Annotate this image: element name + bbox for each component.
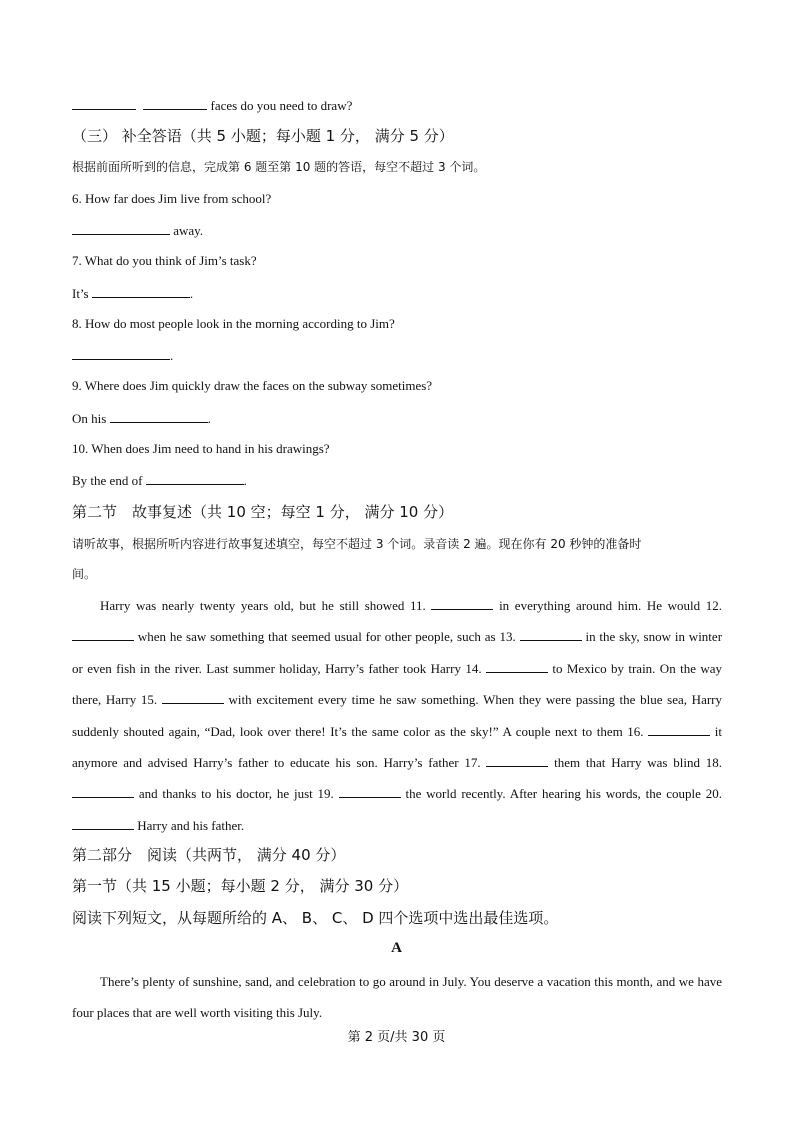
answer-blank[interactable] bbox=[110, 409, 208, 423]
story-text: with excitement every time he saw something. When they were passing the blue sea, Harry suddenly shouted again, “Dad, look over there! It’s the same color as the sky!” A couple next to them 16. bbox=[72, 692, 723, 739]
answer-blank[interactable] bbox=[72, 346, 170, 360]
answer-prefix: It’s bbox=[72, 286, 92, 301]
story-text: Harry was nearly twenty years old, but he still showed 11. bbox=[100, 598, 426, 613]
blank-18[interactable] bbox=[72, 784, 134, 798]
answer-line-10 bbox=[72, 471, 721, 490]
reading-instruction: 阅读下列短文，从每题所给的 A、 B、 C、 D 四个选项中选出最佳选项。 bbox=[72, 909, 559, 927]
answer-suffix: . bbox=[170, 348, 174, 363]
answer-line-7 bbox=[72, 284, 721, 303]
answer-blank[interactable] bbox=[72, 96, 136, 110]
question-9: 9. Where does Jim quickly draw the faces on the subway sometimes? bbox=[72, 378, 433, 393]
answer-prefix: By the end of bbox=[72, 473, 146, 488]
question-7: 7. What do you think of Jim’s task? bbox=[72, 253, 257, 268]
answer-line-6 bbox=[72, 221, 721, 240]
story-text: and thanks to his doctor, he just 19. bbox=[138, 786, 334, 802]
story-text: in everything around him. He would 12. bbox=[499, 598, 722, 613]
blank-12[interactable] bbox=[72, 627, 134, 641]
answer-suffix: . bbox=[207, 411, 211, 426]
reading-part-heading: 第二部分 阅读（共两节， 满分 40 分） bbox=[72, 846, 346, 864]
answer-suffix: away. bbox=[170, 223, 204, 238]
answer-line-8 bbox=[72, 346, 721, 365]
answer-suffix: . bbox=[243, 473, 247, 488]
answer-prefix: On his bbox=[72, 411, 110, 426]
story-text: it anymore and advised Harry’s father to educate his son. Harry’s father 17. bbox=[72, 723, 723, 771]
blank-15[interactable] bbox=[162, 690, 224, 704]
page-footer: 第 2 页/共 30 页 bbox=[347, 1030, 446, 1045]
section3-instruction: 根据前面所听到的信息，完成第 6 题至第 10 题的答语，每空不超过 3 个词。 bbox=[72, 160, 486, 174]
story-text: when he saw something that seemed usual for other people, such as 13. bbox=[137, 629, 516, 645]
blank-19[interactable] bbox=[339, 784, 401, 798]
story-paragraph bbox=[72, 590, 722, 841]
story-text: to Mexico by train. On the way there, Harry 15. bbox=[72, 660, 723, 708]
answer-blank[interactable] bbox=[143, 96, 207, 110]
question-10: 10. When does Jim need to hand in his drawings? bbox=[72, 441, 330, 456]
passage-letter: A bbox=[391, 940, 402, 956]
blank-13[interactable] bbox=[520, 627, 582, 641]
passage-paragraph bbox=[72, 966, 722, 1029]
blank-11[interactable] bbox=[431, 596, 493, 610]
story-text: Harry and his father. bbox=[137, 817, 245, 833]
story-text: them that Harry was blind 18. bbox=[554, 755, 723, 771]
answer-blank[interactable] bbox=[92, 284, 190, 298]
question-8: 8. How do most people look in the morning according to Jim? bbox=[72, 316, 395, 331]
question-6: 6. How far does Jim live from school? bbox=[72, 191, 272, 206]
passage-text: There’s plenty of sunshine, sand, and celebration to go around in July. You deserve a vacation this month, and we have four places that are well worth visiting this July. bbox=[72, 974, 722, 1021]
story-instruction-line2: 间。 bbox=[72, 567, 97, 581]
section3-heading: （三） 补全答语（共 5 小题；每小题 1 分， 满分 5 分） bbox=[72, 127, 454, 145]
story-retell-heading: 第二节 故事复述（共 10 空；每空 1 分， 满分 10 分） bbox=[72, 503, 454, 521]
story-text: in the sky, snow in winter or even fish in the river. Last summer holiday, Harry’s father took Harry 14. bbox=[72, 629, 723, 676]
answer-line-9 bbox=[72, 409, 721, 428]
blank-16[interactable] bbox=[648, 722, 710, 736]
story-instruction-line1: 请听故事，根据所听内容进行故事复述填空，每空不超过 3 个词。录音读 2 遍。现在你有 20 秒钟的准备时 bbox=[72, 537, 642, 551]
blank-20[interactable] bbox=[72, 816, 134, 830]
header-question-text: faces do you need to draw? bbox=[210, 98, 353, 113]
header-question-line bbox=[72, 96, 721, 115]
reading-section-heading: 第一节（共 15 小题；每小题 2 分， 满分 30 分） bbox=[72, 877, 409, 895]
answer-suffix: . bbox=[189, 286, 194, 301]
answer-blank[interactable] bbox=[146, 471, 244, 485]
blank-17[interactable] bbox=[486, 753, 548, 767]
story-text: the world recently. After hearing his words, the couple 20. bbox=[405, 786, 723, 802]
answer-blank[interactable] bbox=[72, 221, 170, 235]
blank-14[interactable] bbox=[486, 659, 548, 673]
